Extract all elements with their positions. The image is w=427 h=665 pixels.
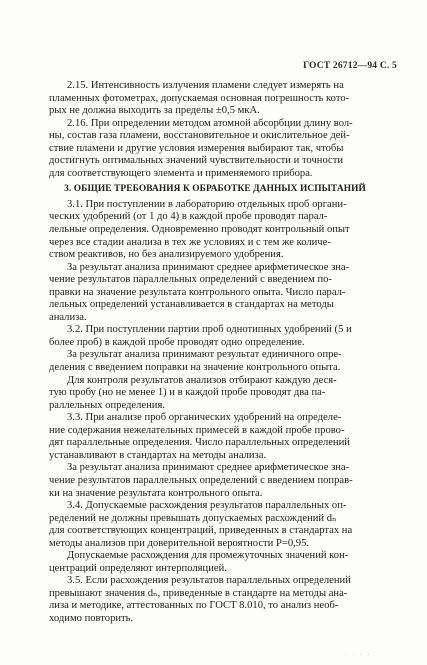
- text-line: ние содержания нежелательных примесей в каждой пробе прово-: [49, 424, 345, 436]
- paragraph-3-2: [31, 324, 399, 349]
- text-line: ределений не должны превышать допускаемых расхождений dₙ: [49, 512, 337, 524]
- text-line: ны, состав газа пламени, восстановительное и окислительное дей-: [49, 130, 350, 142]
- text-line: правки на значение результата контрольного опыта. Число парал-: [49, 286, 346, 298]
- text-line: лельные определения. Одновременно проводят контрольный опыт: [49, 224, 350, 236]
- text-line: достигнуть оптимальных значений чувствительности и точности: [49, 155, 344, 167]
- paragraph-3-4-interpolation: [31, 550, 399, 575]
- text-line: 2.15. Интенсивность излучения пламени следует измерять на: [67, 80, 344, 91]
- text-line: тую пробу (но не менее 1) и в каждой пробе проводят два па-: [49, 387, 326, 399]
- text-line: для соответствующего элемента и применяемого прибора.: [49, 167, 313, 179]
- text-line: лиза и методике, аттестованных по ГОСТ 8.010, то анализ необ-: [49, 600, 339, 612]
- text-line: 2.16. При определении методом атомной абсорбции длину вол-: [67, 117, 353, 129]
- text-line: для соответствующих концентраций, приведенных в стандартах на: [49, 525, 353, 537]
- text-line: центраций определяют интерполяцией.: [49, 562, 227, 574]
- text-line: За результат анализа принимают результат единичного опре-: [67, 349, 342, 361]
- paragraph-3-3-result: [31, 462, 399, 500]
- paragraph-2-16: [31, 118, 399, 181]
- paragraph-3-2-control: [31, 375, 399, 413]
- page-header: ГОСТ 26712—94 С. 5: [303, 61, 397, 71]
- text-line: дят параллельные определения. Число параллельных определений: [49, 437, 350, 449]
- paragraph-3-4: [31, 500, 399, 550]
- text-line: деления с введением поправки на значение контрольного опыта.: [49, 362, 341, 374]
- text-line: пламенных фотометрах, допускаемая основная погрешность кото-: [49, 92, 350, 104]
- text-line: 3.5. Если расхождения результатов параллельных определений: [67, 575, 351, 587]
- text-line: ствие пламени и другие условия измерения выбирают так, чтобы: [49, 142, 344, 154]
- text-line: 3.2. При поступлении партии проб однотипных удобрений (5 и: [67, 324, 352, 336]
- paragraph-3-2-result: [31, 349, 399, 374]
- text-line: Для контроля результатов анализов отбирают каждую деся-: [67, 374, 337, 386]
- paragraph-3-3: [31, 412, 399, 462]
- document-body: [31, 80, 399, 626]
- text-line: методы анализов при доверительной вероятности P=0,95.: [49, 537, 310, 549]
- text-line: ки на значение результата контрольного опыта.: [49, 487, 263, 499]
- text-line: через все стадии анализа в тех же условиях и с тем же количе-: [49, 236, 331, 248]
- text-line: ством реактивов, но без анализируемого удобрения.: [49, 249, 284, 261]
- text-line: анализа.: [49, 311, 87, 323]
- text-line: 3.3. При анализе проб органических удобрений на определе-: [67, 412, 342, 424]
- text-line: лельных определений устанавливается в стандартах на методы: [49, 299, 334, 311]
- text-line: превышают значения dₙ, приведенные в стандарте на методы ана-: [49, 587, 348, 599]
- text-line: За результат анализа принимают среднее арифметическое зна-: [67, 261, 350, 273]
- paragraph-3-1-result: [31, 262, 399, 325]
- text-line: 3.4. Допускаемые расхождения результатов параллельных оп-: [67, 500, 347, 512]
- paragraph-3-5: [31, 575, 399, 625]
- text-line: рых не должна выходить за пределы ±0,5 мкА.: [49, 105, 260, 117]
- paragraph-3-1: [31, 199, 399, 262]
- section-title: 3. ОБЩИЕ ТРЕБОВАНИЯ К ОБРАБОТКЕ ДАННЫХ ИСПЫТАНИЙ: [64, 184, 366, 195]
- text-line: 3.1. При поступлении в лабораторию отдельных проб органи-: [67, 198, 347, 210]
- text-line: более проб) в каждой пробе проводят одно определение.: [49, 336, 305, 348]
- text-line: ческих удобрений (от 1 до 4) в каждой пробе проводят парал-: [49, 211, 328, 223]
- text-line: чение результатов параллельных определений с введением по-: [49, 274, 332, 286]
- text-line: За результат анализа принимают среднее арифметическое зна-: [67, 462, 350, 474]
- text-line: ходимо повторить.: [49, 612, 134, 624]
- text-line: устанавливают в стандартах на методы анализа.: [49, 449, 267, 461]
- text-line: чение результатов параллельных определений с введением поправ-: [49, 474, 353, 486]
- text-line: раллельных определения.: [49, 399, 165, 411]
- paragraph-2-15: [31, 80, 399, 118]
- footer-marks: · · · ·: [345, 652, 372, 658]
- text-line: Допускаемые расхождения для промежуточных значений кон-: [67, 550, 349, 562]
